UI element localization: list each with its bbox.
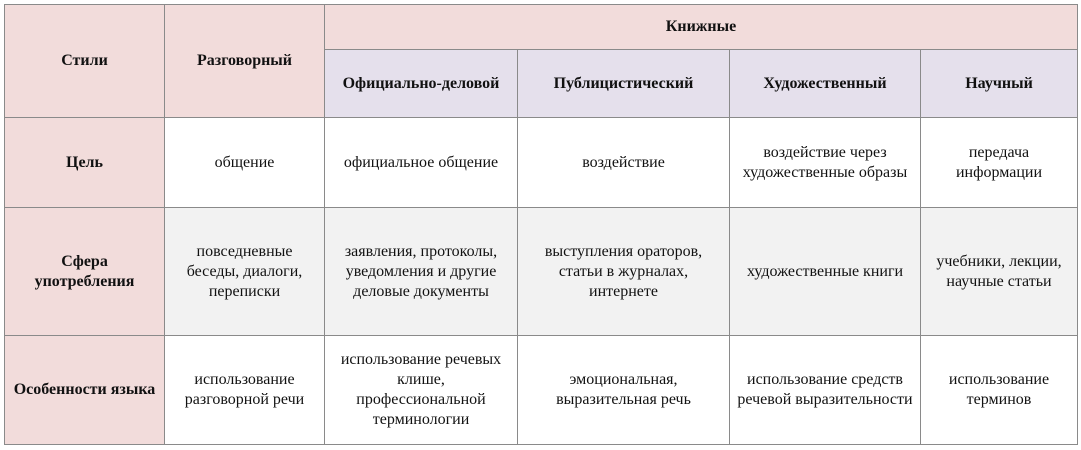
table-cell: официальное общение [325,118,518,208]
table-cell: использование средств речевой выразительности [730,336,921,445]
table-cell: воздействие через художественные образы [730,118,921,208]
table-cell: повседневные беседы, диалоги, переписки [165,208,325,336]
table-cell: передача информации [921,118,1078,208]
header-styles: Стили [5,5,165,118]
header-conversational: Разговорный [165,5,325,118]
table-cell: учебники, лекции, научные статьи [921,208,1078,336]
header-publicistic: Публицистический [518,50,730,118]
table-row [5,118,1078,208]
table-cell: художественные книги [730,208,921,336]
table-cell: воздействие [518,118,730,208]
row-label-goal: Цель [5,118,165,208]
header-official: Официально-деловой [325,50,518,118]
table-row [5,208,1078,336]
header-bookish: Книжные [325,5,1078,50]
table-cell: использование речевых клише, профессиональной терминологии [325,336,518,445]
table-cell: заявления, протоколы, уведомления и другие деловые документы [325,208,518,336]
table-row [5,336,1078,445]
styles-table [4,4,1078,445]
table-cell: эмоциональная, выразительная речь [518,336,730,445]
header-scientific: Научный [921,50,1078,118]
row-label-sphere: Сфера употребления [5,208,165,336]
table-cell: использование терминов [921,336,1078,445]
row-label-language-features: Особенности языка [5,336,165,445]
header-artistic: Художественный [730,50,921,118]
table-cell: выступления ораторов, статьи в журналах, интернете [518,208,730,336]
table-cell: общение [165,118,325,208]
table-cell: использование разговорной речи [165,336,325,445]
